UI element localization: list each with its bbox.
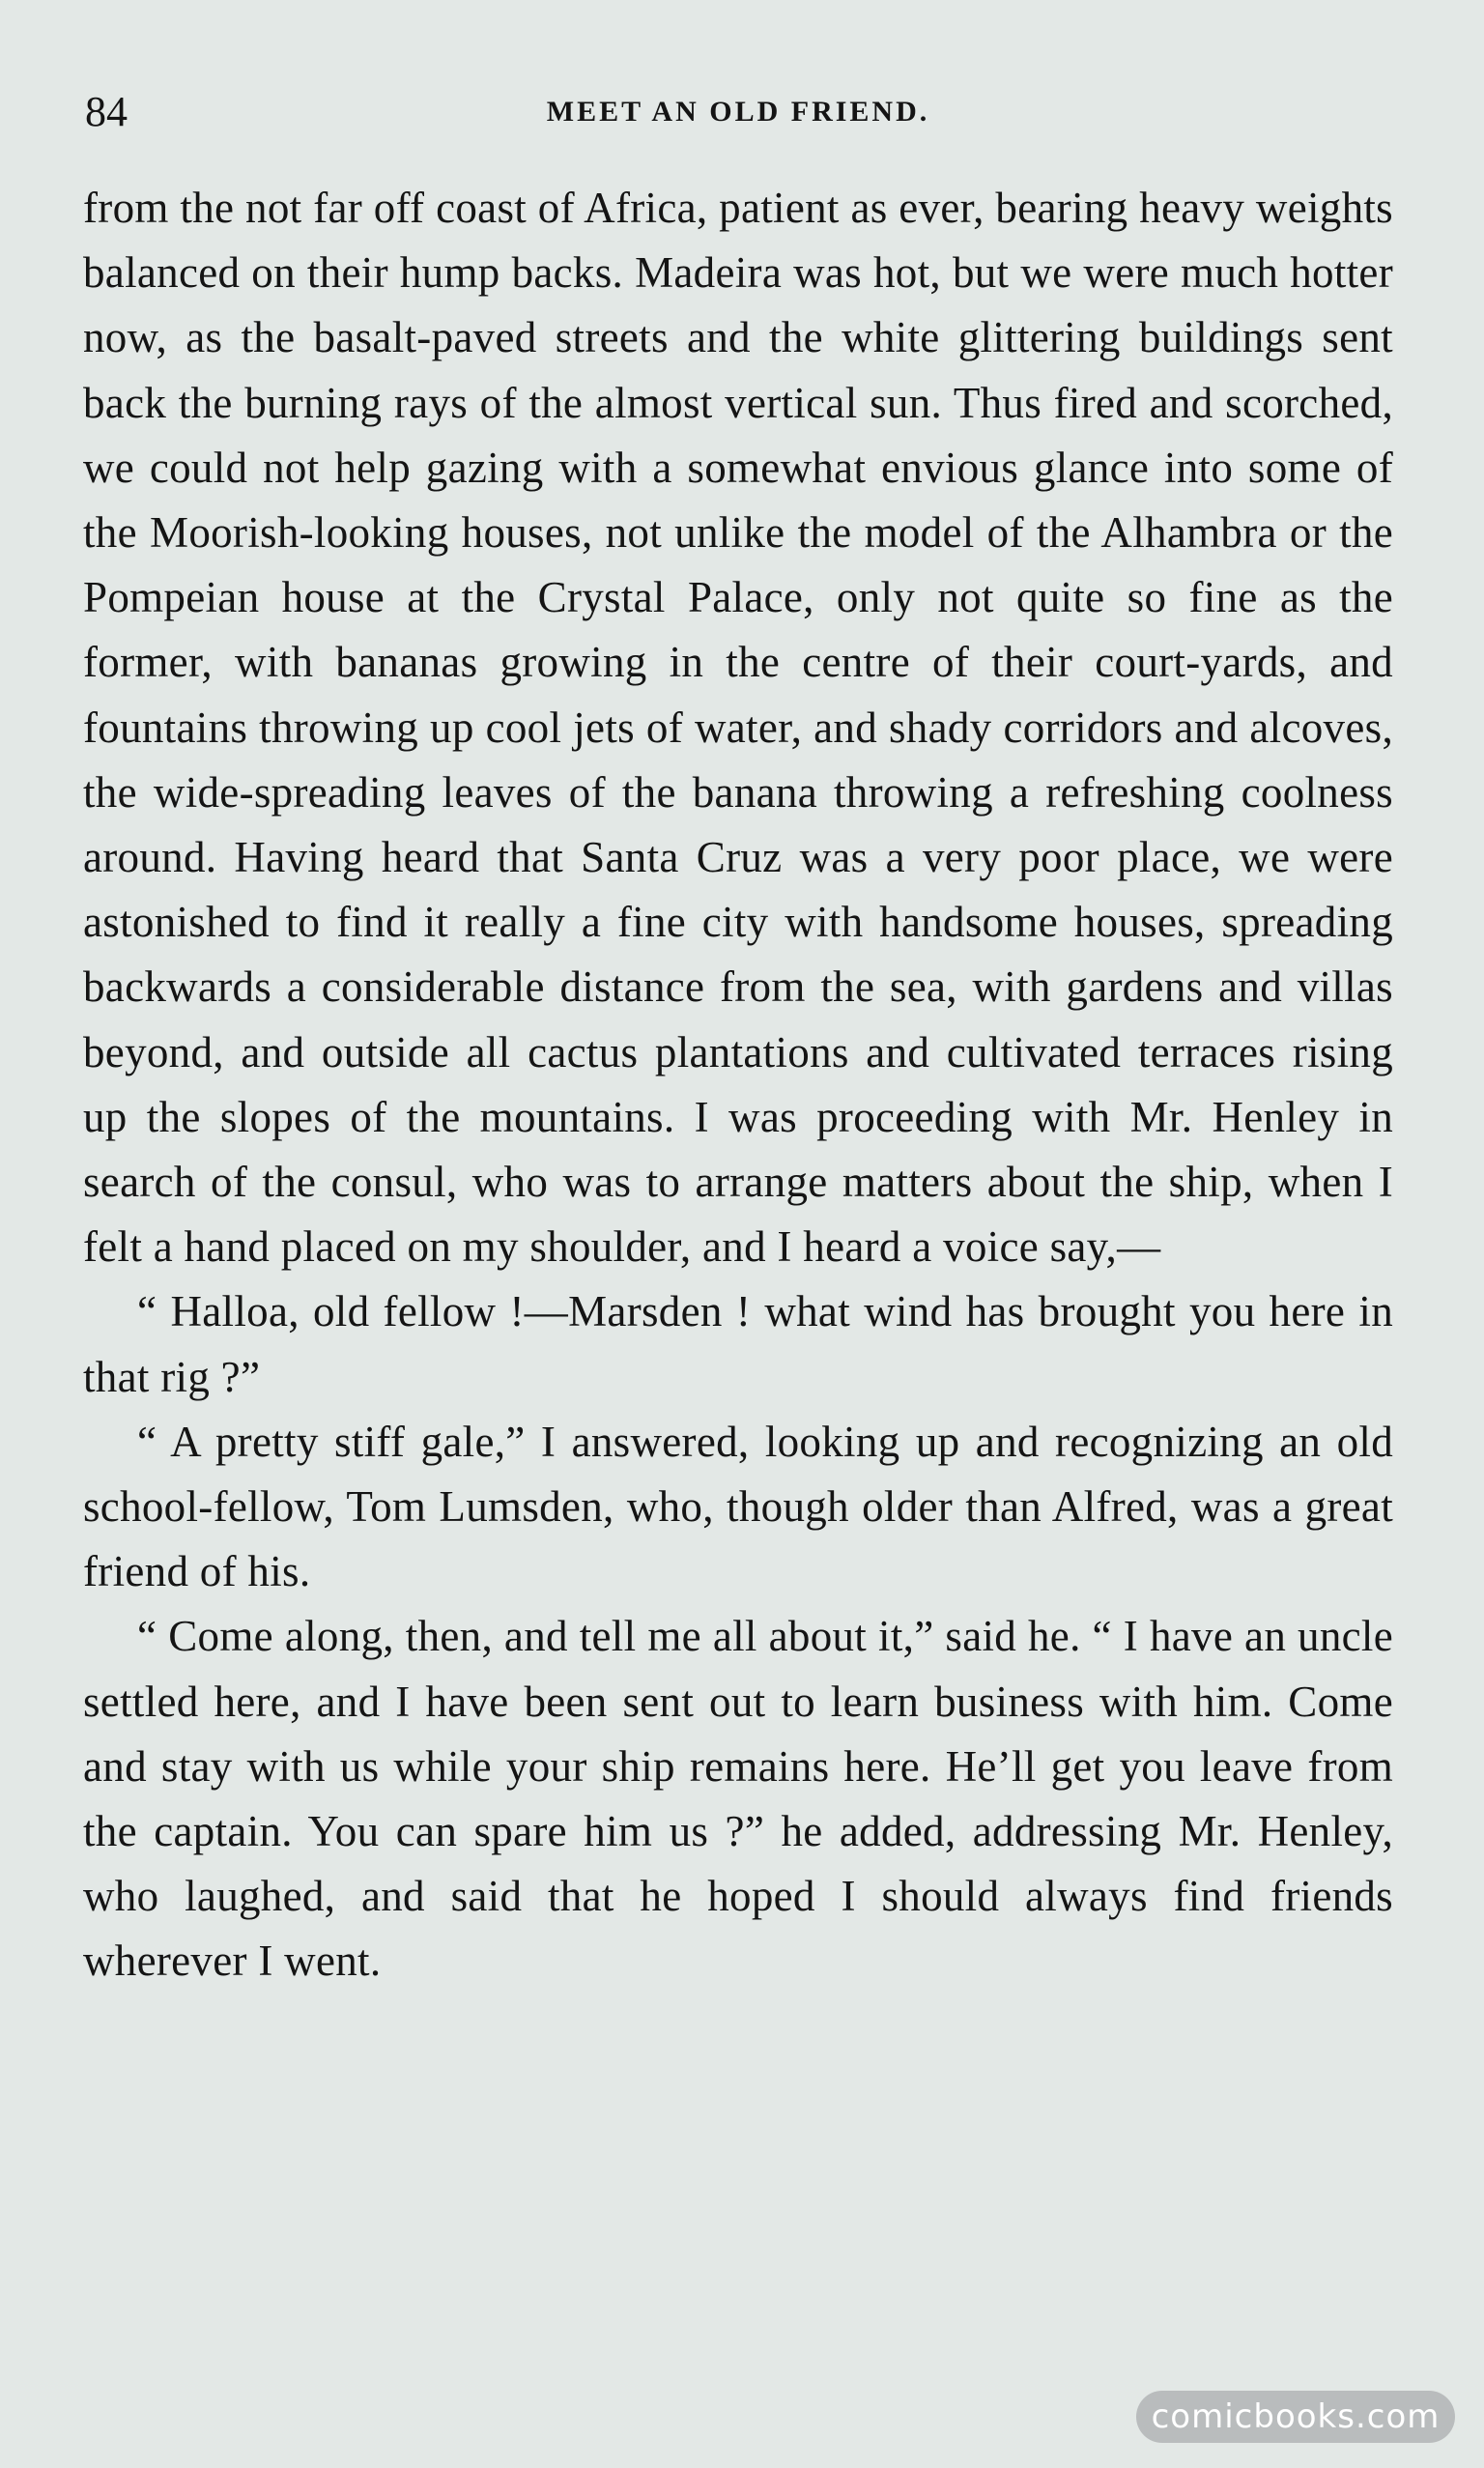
body-text <box>83 176 1393 1994</box>
paragraph-3: “ A pretty stiff gale,” I answered, looking up and recognizing an old school-fellow, Tom Lumsden, who, though older than Alfred, was a great friend of his. <box>83 1417 1393 1596</box>
paragraph-4: “ Come along, then, and tell me all about it,” said he. “ I have an uncle settled here, and I have been sent out to learn business with him. Come and stay with us while your ship remains here. He’ll get you leave from the captain. You can spare him us ?” he added, addressing Mr. Henley, who laughed, and said that he hoped I should always find friends wherever I went. <box>83 1612 1393 1986</box>
paragraph-2: “ Halloa, old fellow !—Marsden ! what wind has brought you here in that rig ?” <box>83 1287 1393 1401</box>
running-head <box>85 83 1391 141</box>
page-number: 84 <box>85 88 128 135</box>
paragraph-1: from the not far off coast of Africa, patient as ever, bearing heavy weights balanced on their hump backs. Madeira was hot, but we were much hotter now, as the basalt-paved streets and the white glittering buildings sent back the burning rays of the almost vertical sun. Thus fired and scorched, we could not help gazing with a somewhat envious glance into some of the Moorish-looking houses, not unlike the model of the Alhambra or the Pompeian house at the Crystal Palace, only not quite so fine as the former, with bananas growing in the centre of their court-yards, and fountains throwing up cool jets of water, and shady corridors and alcoves, the wide-spreading leaves of the banana throwing a refreshing coolness around. Having heard that Santa Cruz was a very poor place, we were astonished to find it really a fine city with handsome houses, spreading backwards a considerable distance from the sea, with gardens and villas beyond, and outside all cactus plantations and cultivated terraces rising up the slopes of the mountains. I was proceeding with Mr. Henley in search of the consul, who was to arrange matters about the ship, when I felt a hand placed on my shoulder, and I heard a voice say,— <box>83 184 1393 1272</box>
watermark-badge: comicbooks.com <box>1136 2391 1455 2443</box>
running-title: MEET AN OLD FRIEND. <box>546 96 930 128</box>
